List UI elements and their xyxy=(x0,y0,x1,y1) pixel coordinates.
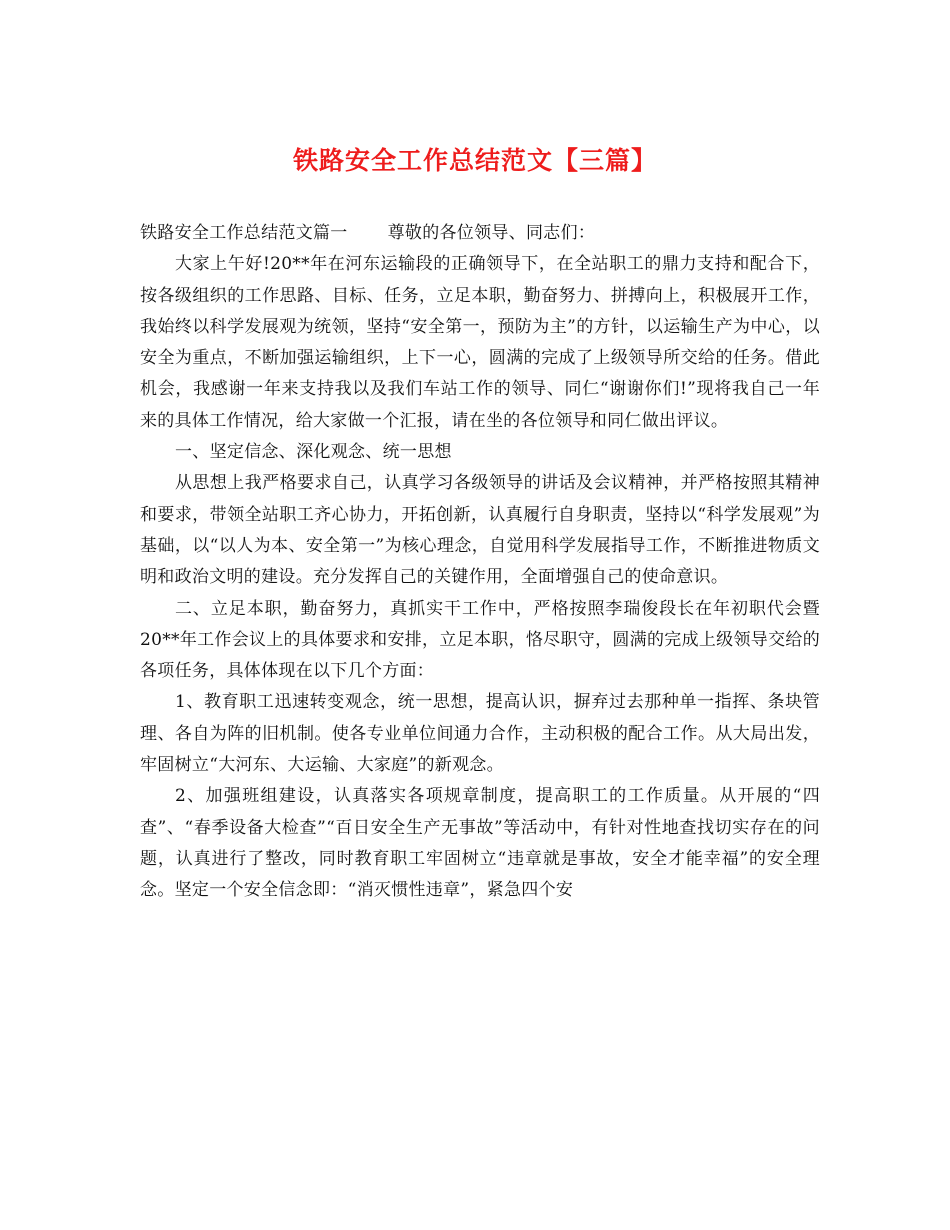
paragraph-greeting: 大家上午好!20**年在河东运输段的正确领导下，在全站职工的鼎力支持和配合下，按各级组织的工作思路、目标、任务，立足本职，勤奋努力、拼搏向上，积极展开工作，我始终以科学发展观为统领，坚持“安全第一，预防为主”的方针，以运输生产为中心，以安全为重点，不断加强运输组织，上下一心，圆满的完成了上级领导所交给的任务。借此机会，我感谢一年来支持我以及我们车站工作的领导、同仁“谢谢你们!”现将我自己一年来的具体工作情况，给大家做一个汇报，请在坐的各位领导和同仁做出评议。 xyxy=(140,254,820,431)
paragraph-item-1: 1、教育职工迅速转变观念，统一思想，提高认识，摒弃过去那种单一指挥、条块管理、各自为阵的旧机制。使各专业单位间通力合作，主动积极的配合工作。从大局出发，牢固树立“大河东、大运输、大家庭”的新观念。 xyxy=(140,692,820,776)
section-heading-1: 一、坚定信念、深化观念、统一思想 xyxy=(175,442,452,463)
part-label: 铁路安全工作总结范文篇一 xyxy=(140,223,348,243)
paragraph-section-1: 从思想上我严格要求自己，认真学习各级领导的讲话及会议精神，并严格按照其精神和要求，带领全站职工齐心协力，开拓创新，认真履行自身职责，坚持以“科学发展观”为基础，以“以人为本、安全第一”为核心理念，自觉用科学发展指导工作，不断推进物质文明和政治文明的建设。充分发挥自己的关键作用，全面增强自己的使命意识。 xyxy=(140,473,820,588)
document-title: 铁路安全工作总结范文【三篇】 xyxy=(292,146,657,175)
paragraph-item-2: 2、加强班组建设，认真落实各项规章制度，提高职工的工作质量。从开展的“四查”、“春季设备大检查”“百日安全生产无事故”等活动中，有针对性地查找切实存在的问题，认真进行了整改，同时教育职工牢固树立“违章就是事故，安全才能幸福”的安全理念。坚定一个安全信念即：“消灭惯性违章”，紧急四个安 xyxy=(140,786,820,901)
salutation: 尊敬的各位领导、同志们： xyxy=(387,223,596,243)
opening-line xyxy=(140,218,820,249)
paragraph-section-2: 二、立足本职，勤奋努力，真抓实干工作中，严格按照李瑞俊段长在年初职代会暨20**年工作会议上的具体要求和安排，立足本职，恪尽职守，圆满的完成上级领导交给的各项任务，具体体现在以下几个方面： xyxy=(140,598,820,682)
document-body xyxy=(140,218,820,907)
